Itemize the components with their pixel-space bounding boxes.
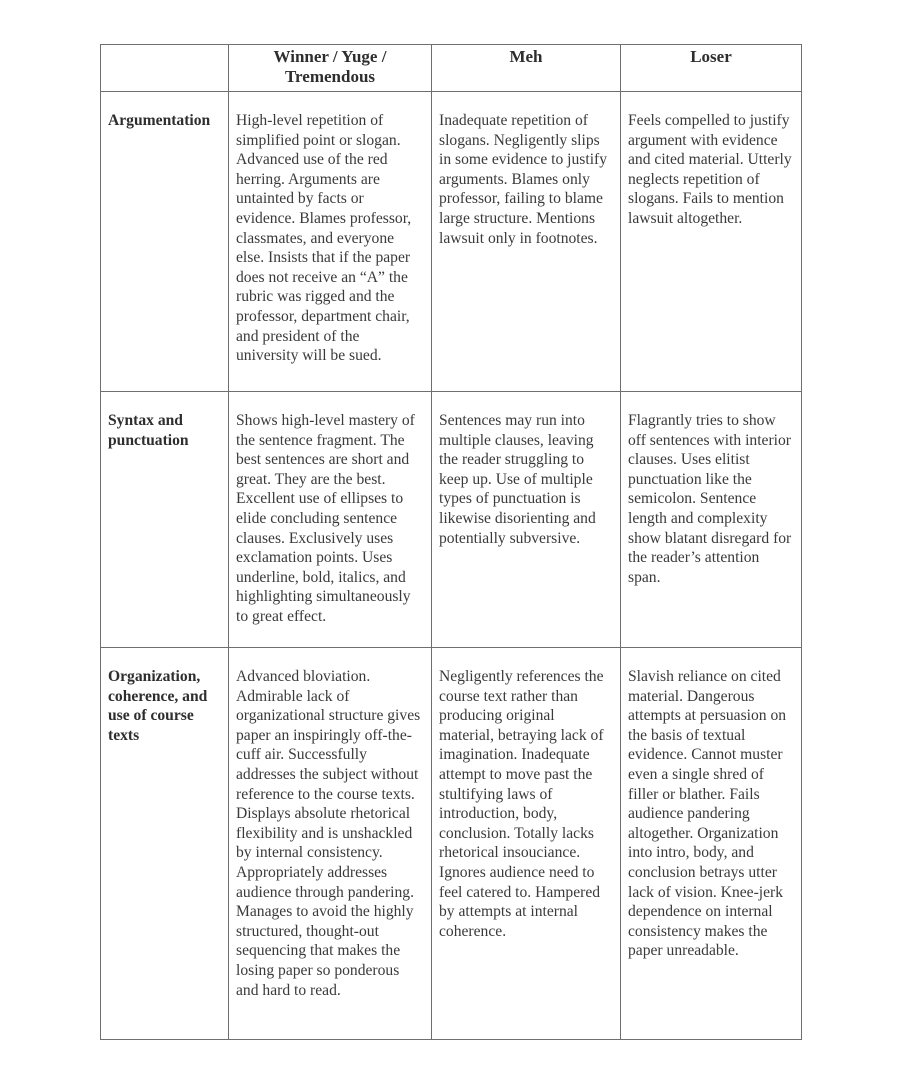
meh-cell: Inadequate repetition of slogans. Negligently slips in some evidence to justify arguments. Blames only professor, failing to blame large structure. Mentions lawsuit only in footnotes. bbox=[432, 92, 621, 392]
header-row bbox=[101, 45, 802, 92]
winner-cell: High-level repetition of simplified point or slogan. Advanced use of the red herring. Arguments are untainted by facts or evidence. Blames professor, classmates, and everyone else. Insists that if the paper does not receive an “A” the rubric was rigged and the professor, department chair, and president of the university will be sued. bbox=[229, 92, 432, 392]
loser-cell: Feels compelled to justify argument with evidence and cited material. Utterly neglects repetition of slogans. Fails to mention lawsuit altogether. bbox=[621, 92, 802, 392]
loser-cell: Flagrantly tries to show off sentences with interior clauses. Uses elitist punctuation like the semicolon. Sentence length and complexity show blatant disregard for the reader’s attention span. bbox=[621, 392, 802, 648]
row-organization bbox=[101, 648, 802, 1040]
meh-cell: Sentences may run into multiple clauses, leaving the reader struggling to keep up. Use of multiple types of punctuation is likewise disorienting and potentially subversive. bbox=[432, 392, 621, 648]
criterion-label: Organization, coherence, and use of course texts bbox=[101, 648, 229, 1040]
criterion-label: Syntax and punctuation bbox=[101, 392, 229, 648]
meh-cell: Negligently references the course text rather than producing original material, betraying lack of imagination. Inadequate attempt to move past the stultifying laws of introduction, body, conclusion. Totally lacks rhetorical insouciance. Ignores audience need to feel catered to. Hampered by attempts at internal coherence. bbox=[432, 648, 621, 1040]
header-blank-cell bbox=[101, 45, 229, 92]
row-syntax-punctuation bbox=[101, 392, 802, 648]
row-argumentation bbox=[101, 92, 802, 392]
criterion-label: Argumentation bbox=[101, 92, 229, 392]
winner-cell: Advanced bloviation. Admirable lack of organizational structure gives paper an inspiringly off-the-cuff air. Successfully addresses the subject without reference to the course texts. Displays absolute rhetorical flexibility and is unshackled by internal consistency. Appropriately addresses audience through pandering. Manages to avoid the highly structured, thought-out sequencing that makes the losing paper so ponderous and hard to read. bbox=[229, 648, 432, 1040]
header-loser: Loser bbox=[621, 45, 802, 92]
winner-cell: Shows high-level mastery of the sentence fragment. The best sentences are short and great. They are the best. Excellent use of ellipses to elide concluding sentence clauses. Exclusively uses exclamation points. Uses underline, bold, italics, and highlighting simultaneously to great effect. bbox=[229, 392, 432, 648]
header-meh: Meh bbox=[432, 45, 621, 92]
rubric-table bbox=[100, 44, 802, 1040]
loser-cell: Slavish reliance on cited material. Dangerous attempts at persuasion on the basis of textual evidence. Cannot muster even a single shred of filler or blather. Fails audience pandering altogether. Organization into intro, body, and conclusion betrays utter lack of vision. Knee-jerk dependence on internal consistency makes the paper unreadable. bbox=[621, 648, 802, 1040]
header-winner: Winner / Yuge / Tremendous bbox=[229, 45, 432, 92]
